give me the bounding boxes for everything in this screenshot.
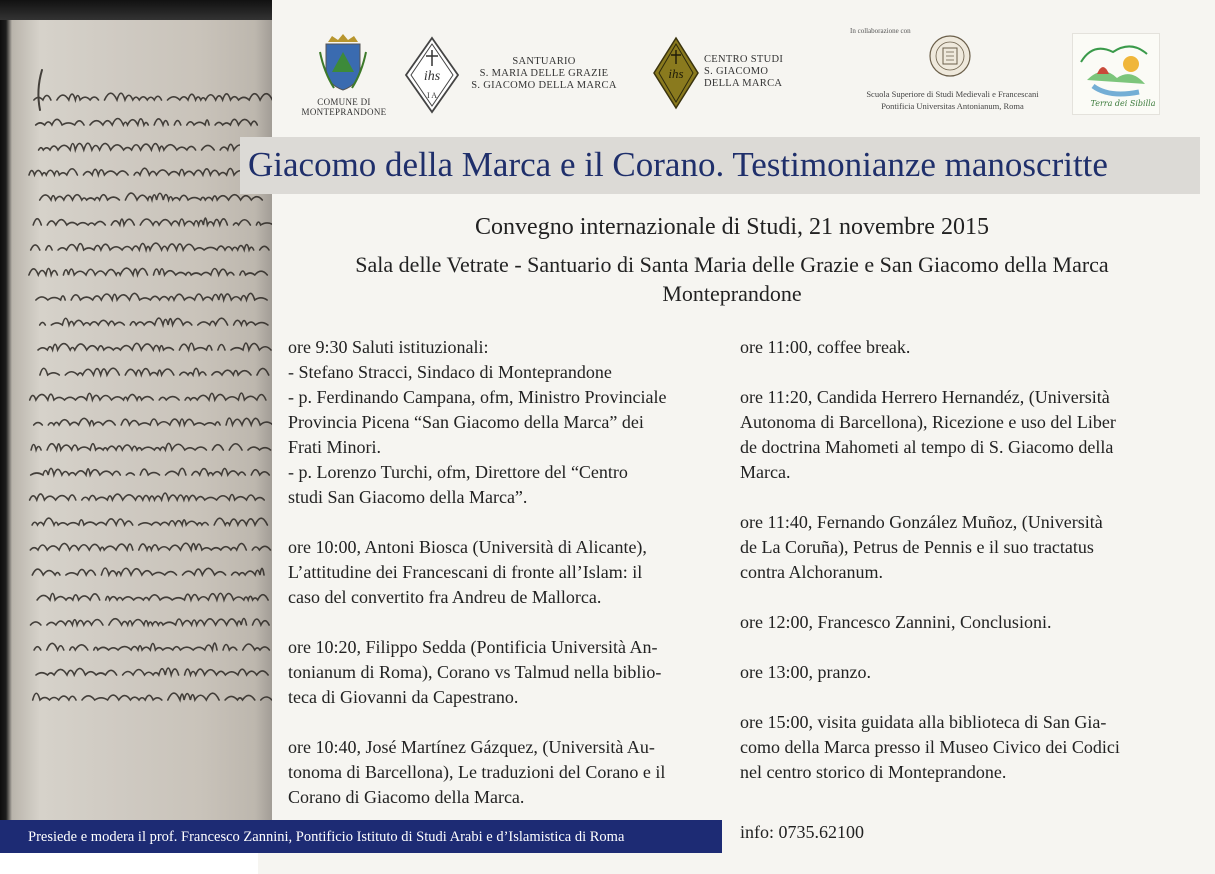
- svg-text:I A: I A: [427, 91, 437, 100]
- program-item-1000: ore 10:00, Antoni Biosca (Università di Alicante), L’attitudine dei Francescani di fronte all’Islam: il caso del convertito fra Andreu de Mallorca.: [288, 537, 647, 607]
- santuario-label: SANTUARIO S. MARIA DELLE GRAZIE S. GIACOMO DELLA MARCA: [471, 56, 617, 91]
- svg-text:ihs: ihs: [668, 66, 684, 81]
- program-item-1100: ore 11:00, coffee break.: [740, 337, 911, 357]
- terra-logo: [1072, 33, 1160, 115]
- scuola-logo: [928, 34, 972, 78]
- scuola-label: Scuola Superiore di Studi Medievali e Francescani Pontificia Universitas Antonianum, Roma: [866, 89, 1039, 111]
- centro-studi-logo: [652, 36, 700, 110]
- program-item-1200: ore 12:00, Francesco Zannini, Conclusioni.: [740, 612, 1052, 632]
- program-item-1040: ore 10:40, José Martínez Gázquez, (Università Au- tonoma di Barcellona), Le traduzioni del Corano e il Corano di Giacomo della Marca.: [288, 737, 666, 807]
- chair-note: Presiede e modera il prof. Francesco Zannini, Pontificio Istituto di Studi Arabi e d’Islamistica di Roma: [28, 829, 625, 845]
- page-title: Giacomo della Marca e il Corano. Testimonianze manoscritte: [248, 145, 1108, 184]
- santuario-logo: [404, 36, 460, 114]
- svg-text:ihs: ihs: [423, 69, 441, 84]
- terra-logo-icon: [1073, 34, 1159, 114]
- ihs-gold-emblem-icon: [652, 36, 700, 110]
- collaboration-label: In collaborazione con: [850, 27, 911, 35]
- venue-town: Monteprandone: [662, 281, 802, 306]
- coat-of-arms-icon: [318, 32, 368, 94]
- program-right-column: [740, 335, 1180, 785]
- comune-logo: [318, 32, 368, 94]
- program-item-opening: ore 9:30 Saluti istituzionali: - Stefano Stracci, Sindaco di Monteprandone - p. Ferdinando Campana, ofm, Ministro Provinciale Provincia Picena “San Giacomo della Marca” dei Frati Minori. - p. Lorenzo Turchi, ofm, Direttore del “Centro studi San Giacomo della Marca”.: [288, 337, 667, 507]
- program-item-1140: ore 11:40, Fernando González Muñoz, (Università de La Coruña), Petrus de Pennis e il suo tractatus contra Alchoranum.: [740, 512, 1103, 582]
- venue-line: Sala delle Vetrate - Santuario di Santa Maria delle Grazie e San Giacomo della Marca: [355, 252, 1109, 277]
- program-item-1120: ore 11:20, Candida Herrero Hernandéz, (Università Autonoma di Barcellona), Ricezione e uso del Liber de doctrina Mahometi al tempo di S. Giacomo della Marca.: [740, 387, 1116, 482]
- program-item-1300: ore 13:00, pranzo.: [740, 662, 871, 682]
- comune-label: COMUNE DI MONTEPRANDONE: [301, 97, 387, 117]
- program-item-1500: ore 15:00, visita guidata alla biblioteca di San Gia- como della Marca presso il Museo Civico dei Codici nel centro storico di Monteprandone.: [740, 712, 1120, 782]
- ihs-emblem-icon: [404, 36, 460, 114]
- info-phone: info: 0735.62100: [740, 822, 864, 842]
- conference-subtitle: Convegno internazionale di Studi, 21 novembre 2015: [475, 214, 989, 240]
- seal-icon: [928, 34, 972, 78]
- program-left-column: [288, 335, 718, 810]
- manuscript-image: [0, 0, 272, 820]
- manuscript-handwriting-icon: [0, 0, 272, 820]
- svg-text:Terra dei Sibilla: Terra dei Sibilla: [1090, 99, 1156, 108]
- centro-studi-label: CENTRO STUDI S. GIACOMO DELLA MARCA: [704, 54, 784, 89]
- program-item-1020: ore 10:20, Filippo Sedda (Pontificia Università An- tonianum di Roma), Corano vs Talmud nella biblio- teca di Giovanni da Capestrano.: [288, 637, 662, 707]
